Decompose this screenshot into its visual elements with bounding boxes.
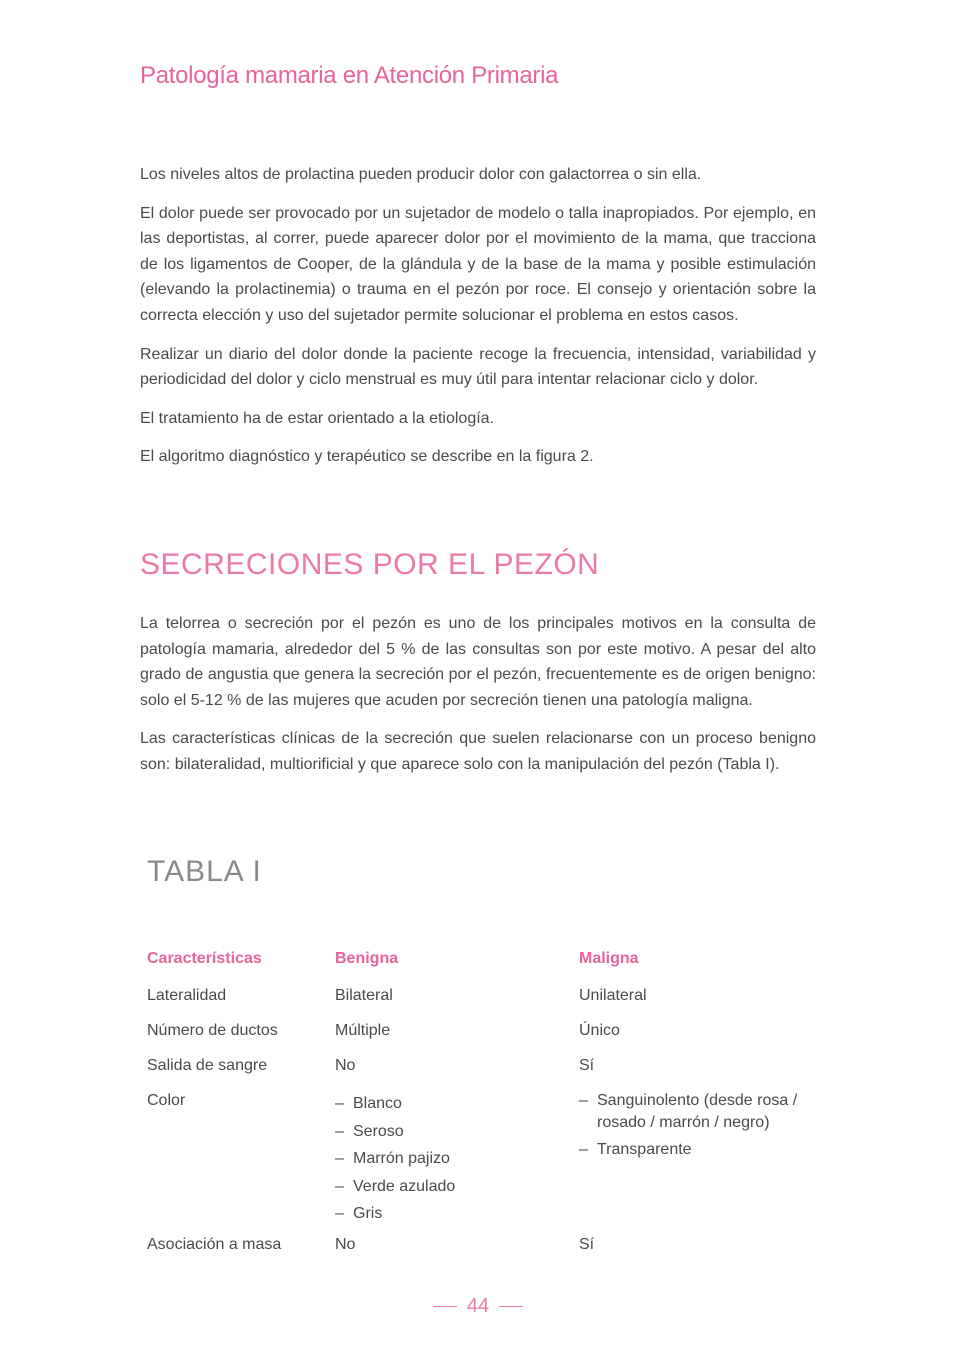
- table-row: [147, 985, 827, 1020]
- divider: [433, 1306, 457, 1307]
- divider: [499, 1306, 523, 1307]
- intro-text-block: [140, 162, 816, 483]
- paragraph: El algoritmo diagnóstico y terapéutico se describe en la figura 2.: [140, 448, 594, 466]
- section-heading: SECRECIONES POR EL PEZÓN: [140, 548, 600, 581]
- benign-cell: Múltiple: [335, 1022, 391, 1039]
- list-item: – Marrón pajizo: [335, 1145, 579, 1173]
- list-item: – Sanguinolento (desde rosa / rosado / marrón / negro): [579, 1090, 819, 1134]
- malignant-cell: Sí: [579, 1057, 595, 1074]
- list-item: – Blanco: [335, 1090, 579, 1118]
- section-text-block: [140, 611, 816, 791]
- malignant-cell: Único: [579, 1022, 620, 1039]
- feature-cell: Color: [147, 1092, 186, 1109]
- table-row-color: [147, 1090, 827, 1234]
- list-item: – Gris: [335, 1200, 579, 1228]
- feature-cell: Lateralidad: [147, 987, 227, 1004]
- characteristics-table: [147, 950, 827, 1269]
- table-row: [147, 1055, 827, 1090]
- list-item: – Transparente: [579, 1139, 819, 1161]
- table-row: [147, 1234, 827, 1269]
- paragraph: Las características clínicas de la secreción que suelen relacionarse con un proceso benigno son: bilateralidad, multiorificial y que aparece solo con la manipulación del pezón (Tabla I).: [140, 730, 816, 773]
- table-row: [147, 1020, 827, 1055]
- list-item: – Verde azulado: [335, 1173, 579, 1201]
- malignant-cell: [579, 1090, 819, 1166]
- column-header-characteristics: Características: [147, 950, 262, 967]
- page-number: [0, 1295, 956, 1318]
- paragraph: Realizar un diario del dolor donde la paciente recoge la frecuencia, intensidad, variabilidad y periodicidad del dolor y ciclo menstrual es muy útil para intentar relacionar ciclo y dolor.: [140, 345, 816, 389]
- benign-cell: No: [335, 1057, 356, 1074]
- paragraph: El tratamiento ha de estar orientado a la etiología.: [140, 409, 494, 427]
- feature-cell: Salida de sangre: [147, 1057, 268, 1074]
- paragraph: La telorrea o secreción por el pezón es uno de los principales motivos en la consulta de patología mamaria, alrededor del 5 % de las consultas son por este motivo. A pesar del alto grado de angustia que genera la secreción por el pezón, frecuentemente es de origen benigno: solo el 5-12 % de las mujeres que acuden por secreción tienen una patología maligna.: [140, 615, 816, 709]
- paragraph: Los niveles altos de prolactina pueden producir dolor con galactorrea o sin ella.: [140, 166, 702, 183]
- page-number-value: 44: [466, 1295, 490, 1317]
- table-title: TABLA I: [147, 855, 262, 888]
- benign-cell: No: [335, 1236, 356, 1253]
- malignant-cell: Unilateral: [579, 987, 647, 1004]
- malignant-color-list: [579, 1090, 819, 1161]
- column-header-malignant: Maligna: [579, 950, 639, 967]
- paragraph: El dolor puede ser provocado por un sujetador de modelo o talla inapropiados. Por ejemplo, en las deportistas, al correr, puede aparecer dolor por el movimiento de la mama, que tracciona de los ligamentos de Cooper, de la glándula y de la base de la mama y posible estimulación (elevando la prolactinemia) o trauma en el pezón por roce. El consejo y orientación sobre la correcta elección y uso del sujetador permite solucionar el problema en estos casos.: [140, 204, 816, 324]
- feature-cell: Asociación a masa: [147, 1236, 282, 1253]
- benign-cell: Bilateral: [335, 987, 393, 1004]
- column-header-benign: Benigna: [335, 950, 399, 967]
- benign-color-list: [335, 1090, 579, 1228]
- list-item: – Seroso: [335, 1118, 579, 1146]
- table-header-row: [147, 950, 827, 985]
- malignant-cell: Sí: [579, 1236, 595, 1253]
- benign-cell: [335, 1090, 579, 1228]
- running-title: Patología mamaria en Atención Primaria: [140, 62, 559, 89]
- feature-cell: Número de ductos: [147, 1022, 278, 1039]
